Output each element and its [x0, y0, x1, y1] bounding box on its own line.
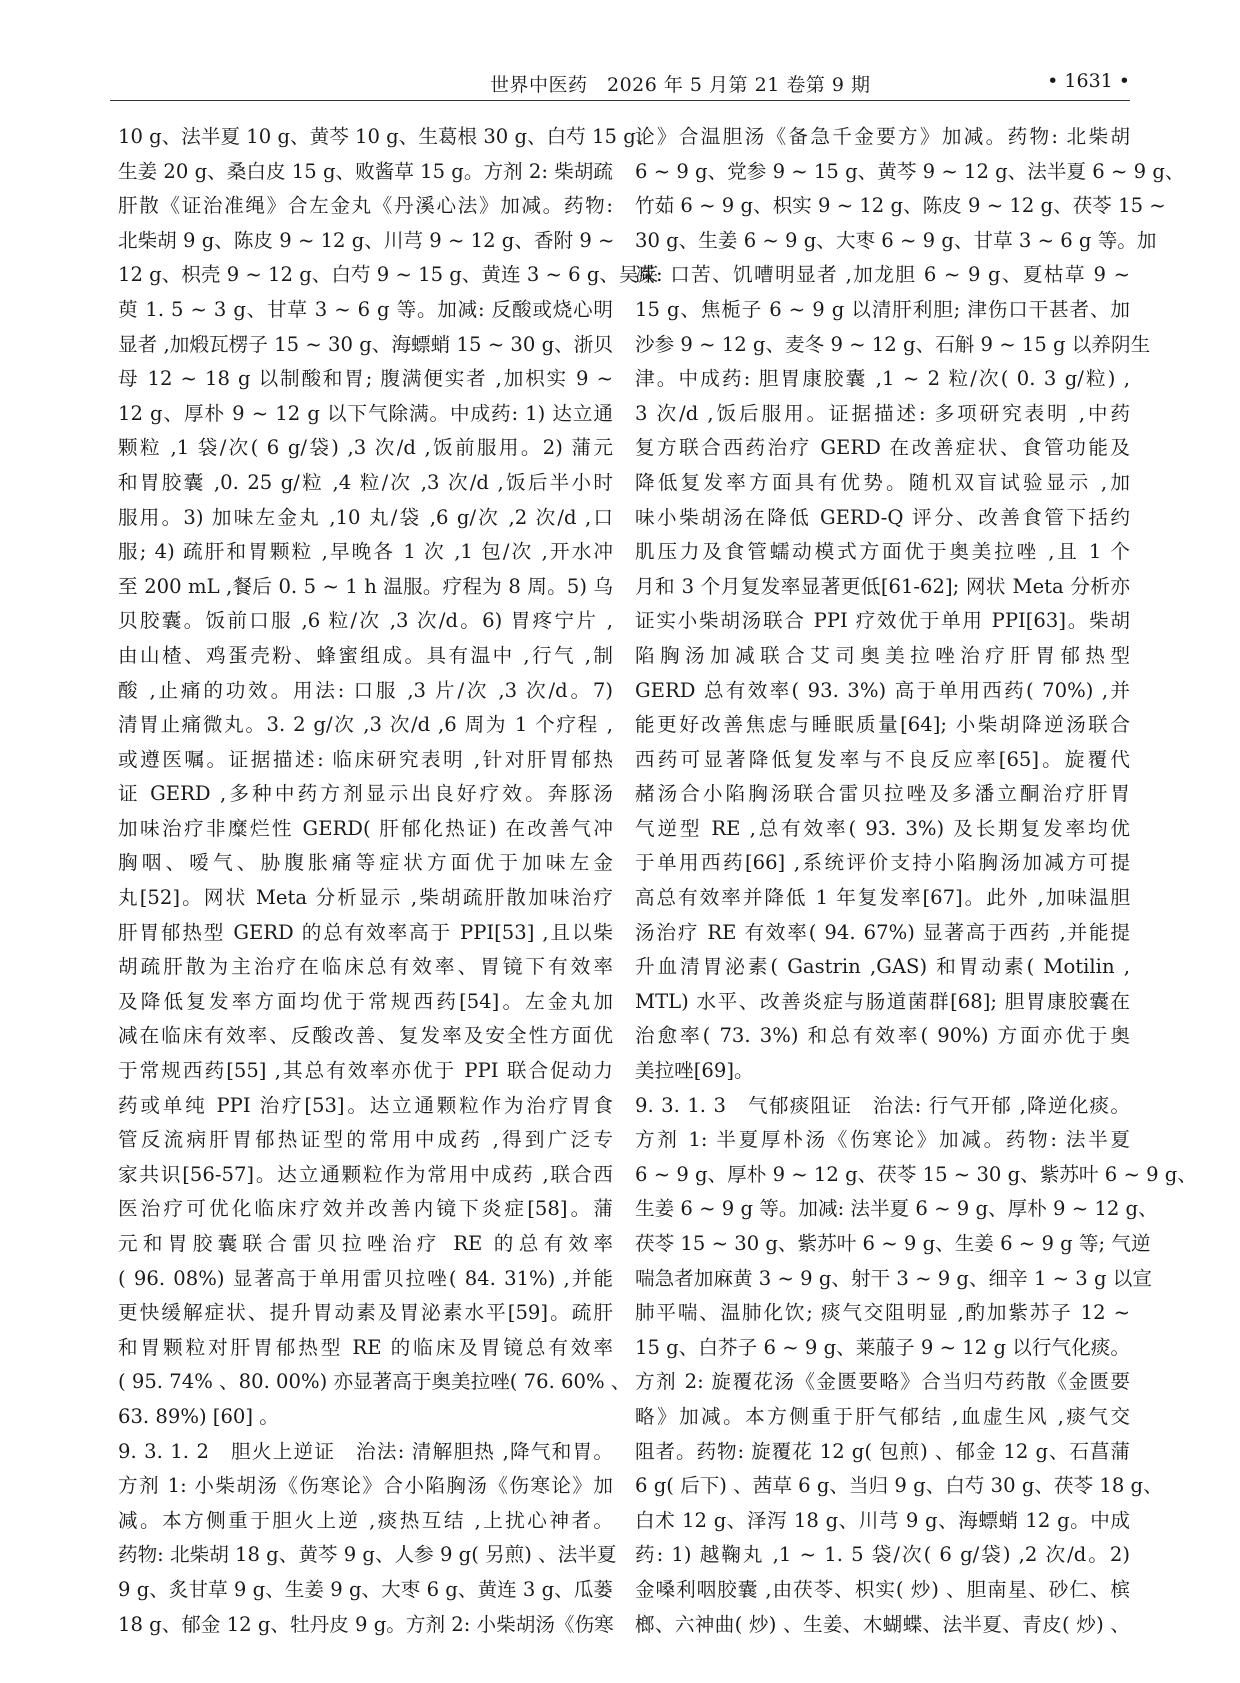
text-line: 减在临床有效率、反酸改善、复发率及安全性方面优 — [118, 1024, 613, 1048]
text-line: 肝散《证治准绳》合左金丸《丹溪心法》加减。药物: — [118, 194, 613, 218]
text-line: 方剂 1: 半夏厚朴汤《伤寒论》加减。药物: 法半夏 — [635, 1128, 1130, 1152]
text-line: 肺平喘、温肺化饮; 痰气交阻明显 ,酌加紫苏子 12 ~ — [635, 1301, 1130, 1325]
text-line: 茯苓 15 ~ 30 g、紫苏叶 6 ~ 9 g、生姜 6 ~ 9 g 等; 气逆 — [635, 1232, 1151, 1255]
text-line: 酸 ,止痛的功效。用法: 口服 ,3 片/次 ,3 次/d。7) — [118, 678, 613, 702]
text-line: ( 95. 74% 、80. 00%) 亦显著高于奥美拉唑( 76. 60% 、 — [118, 1370, 631, 1394]
journal-title: 世界中医药 2026 年 5 月第 21 卷第 9 期 — [490, 74, 871, 96]
text-line: 母 12 ~ 18 g 以制酸和胃; 腹满便实者 ,加枳实 9 ~ — [118, 367, 613, 391]
text-line: 陷胸汤加减联合艾司奥美拉唑治疗肝胃郁热型 — [635, 643, 1130, 667]
text-line: 证 GERD ,多种中药方剂显示出良好疗效。奔豚汤 — [118, 782, 613, 806]
text-line: 显者 ,加煅瓦楞子 15 ~ 30 g、海螵蛸 15 ~ 30 g、浙贝 — [118, 332, 613, 356]
text-line: 津。中成药: 胆胃康胶囊 ,1 ~ 2 粒/次( 0. 3 g/粒) , — [635, 367, 1130, 391]
text-line: 味小柴胡汤在降低 GERD-Q 评分、改善食管下括约 — [635, 505, 1130, 529]
text-line: 12 g、枳壳 9 ~ 12 g、白芍 9 ~ 15 g、黄连 3 ~ 6 g、吴茱 — [118, 263, 659, 287]
text-line: 63. 89%) [60] 。 — [118, 1404, 279, 1428]
text-line: 服; 4) 疏肝和胃颗粒 ,早晚各 1 次 ,1 包/次 ,开水冲 — [118, 540, 613, 564]
text-line: ( 96. 08%) 显著高于单用雷贝拉唑( 84. 31%) ,并能 — [118, 1266, 613, 1290]
text-line: 6 ~ 9 g、厚朴 9 ~ 12 g、茯苓 15 ~ 30 g、紫苏叶 6 ~ 9 g、 — [635, 1162, 1197, 1186]
text-line: 北柴胡 9 g、陈皮 9 ~ 12 g、川芎 9 ~ 12 g、香附 9 ~ — [118, 228, 615, 252]
text-line: 方剂 1: 小柴胡汤《伤寒论》合小陷胸汤《伤寒论》加 — [118, 1474, 613, 1498]
text-line: 白术 12 g、泽泻 18 g、川芎 9 g、海螵蛸 12 g。中成 — [635, 1508, 1130, 1532]
text-line: 至 200 mL ,餐后 0. 5 ~ 1 h 温服。疗程为 8 周。5) 乌 — [118, 574, 613, 598]
text-line: 减: 口苦、饥嘈明显者 ,加龙胆 6 ~ 9 g、夏枯草 9 ~ — [635, 263, 1130, 287]
text-line: 药: 1) 越鞠丸 ,1 ~ 1. 5 袋/次( 6 g/袋) ,2 次/d。2) — [635, 1543, 1130, 1567]
text-line: 喘急者加麻黄 3 ~ 9 g、射干 3 ~ 9 g、细辛 1 ~ 3 g 以宣 — [635, 1266, 1152, 1290]
text-line: 18 g、郁金 12 g、牡丹皮 9 g。方剂 2: 小柴胡汤《伤寒 — [118, 1612, 614, 1636]
text-line: 气逆型 RE ,总有效率( 93. 3%) 及长期复发率均优 — [635, 816, 1130, 840]
text-line: 和胃颗粒对肝胃郁热型 RE 的临床及胃镜总有效率 — [118, 1335, 613, 1359]
text-line: 医治疗可优化临床疗效并改善内镜下炎症[58]。蒲 — [118, 1197, 613, 1221]
text-line: 生姜 6 ~ 9 g 等。加减: 法半夏 6 ~ 9 g、厚朴 9 ~ 12 g、 — [635, 1197, 1158, 1221]
text-line: 降低复发率方面具有优势。随机双盲试验显示 ,加 — [635, 470, 1130, 494]
right-column — [635, 120, 1197, 1665]
text-line: 高总有效率并降低 1 年复发率[67]。此外 ,加味温胆 — [635, 886, 1130, 910]
text-line: 月和 3 个月复发率显著更低[61-62]; 网状 Meta 分析亦 — [635, 574, 1130, 598]
text-line: 美拉唑[69]。 — [635, 1059, 754, 1083]
text-line: 药或单纯 PPI 治疗[53]。达立通颗粒作为治疗胃食 — [118, 1093, 613, 1117]
text-line: 生姜 20 g、桑白皮 15 g、败酱草 15 g。方剂 2: 柴胡疏 — [118, 159, 613, 183]
text-line: 颗粒 ,1 袋/次( 6 g/袋) ,3 次/d ,饭前服用。2) 蒲元 — [118, 436, 613, 460]
text-line: 6 ~ 9 g、党参 9 ~ 15 g、黄芩 9 ~ 12 g、法半夏 6 ~ 9 g、 — [635, 159, 1185, 183]
text-line: 服用。3) 加味左金丸 ,10 丸/袋 ,6 g/次 ,2 次/d ,口 — [118, 505, 613, 529]
text-line: 赭汤合小陷胸汤联合雷贝拉唑及多潘立酮治疗肝胃 — [635, 782, 1130, 806]
text-line: 贝胶囊。饭前口服 ,6 粒/次 ,3 次/d。6) 胃疼宁片 , — [118, 609, 613, 633]
text-line: 略》加减。本方侧重于肝气郁结 ,血虚生风 ,痰气交 — [635, 1404, 1130, 1428]
text-line: 30 g、生姜 6 ~ 9 g、大枣 6 ~ 9 g、甘草 3 ~ 6 g 等。加 — [635, 228, 1157, 252]
text-line: 胸咽、嗳气、胁腹胀痛等症状方面优于加味左金 — [118, 851, 613, 875]
text-line: 竹茹 6 ~ 9 g、枳实 9 ~ 12 g、陈皮 9 ~ 12 g、茯苓 15 ~ — [635, 194, 1166, 218]
text-line: 论》合温胆汤《备急千金要方》加减。药物: 北柴胡 — [635, 125, 1130, 148]
text-line: 金嗓利咽胶囊 ,由茯苓、枳实( 炒) 、胆南星、砂仁、槟 — [635, 1577, 1130, 1601]
text-line: 药物: 北柴胡 18 g、黄芩 9 g、人参 9 g( 另煎) 、法半夏 — [118, 1543, 617, 1567]
text-line: 家共识[56-57]。达立通颗粒作为常用中成药 ,联合西 — [118, 1162, 613, 1186]
text-line: 9 g、炙甘草 9 g、生姜 9 g、大枣 6 g、黄连 3 g、瓜蒌 — [118, 1577, 613, 1601]
text-line: 升血清胃泌素( Gastrin ,GAS) 和胃动素( Motilin , — [635, 955, 1130, 979]
text-line: 3 次/d ,饭后服用。证据描述: 多项研究表明 ,中药 — [635, 401, 1130, 425]
text-line: GERD 总有效率( 93. 3%) 高于单用西药( 70%) ,并 — [635, 678, 1130, 702]
text-line: 萸 1. 5 ~ 3 g、甘草 3 ~ 6 g 等。加减: 反酸或烧心明 — [118, 297, 613, 321]
text-line: 复方联合西药治疗 GERD 在改善症状、食管功能及 — [635, 436, 1130, 460]
text-line: 阻者。药物: 旋覆花 12 g( 包煎) 、郁金 12 g、石菖蒲 — [635, 1439, 1130, 1463]
text-line: 和胃胶囊 ,0. 25 g/粒 ,4 粒/次 ,3 次/d ,饭后半小时 — [118, 470, 613, 494]
text-line: 能更好改善焦虑与睡眠质量[64]; 小柴胡降逆汤联合 — [635, 713, 1130, 737]
text-line: 15 g、白芥子 6 ~ 9 g、莱菔子 9 ~ 12 g 以行气化痰。 — [635, 1335, 1130, 1359]
text-line: 肝胃郁热型 GERD 的总有效率高于 PPI[53] ,且以柴 — [118, 920, 613, 944]
text-line: 及降低复发率方面均优于常规西药[54]。左金丸加 — [118, 989, 613, 1013]
text-line: 肌压力及食管蠕动模式方面优于奥美拉唑 ,且 1 个 — [635, 540, 1130, 564]
text-line: 9. 3. 1. 2 胆火上逆证 治法: 清解胆热 ,降气和胃。 — [118, 1439, 613, 1463]
text-line: 榔、六神曲( 炒) 、生姜、木蝴蝶、法半夏、青皮( 炒) 、 — [635, 1612, 1130, 1636]
text-line: 15 g、焦栀子 6 ~ 9 g 以清肝利胆; 津伤口干甚者、加 — [635, 297, 1130, 321]
text-line: 胡疏肝散为主治疗在临床总有效率、胃镜下有效率 — [118, 955, 613, 979]
text-line: 西药可显著降低复发率与不良反应率[65]。旋覆代 — [635, 747, 1130, 771]
text-line: 沙参 9 ~ 12 g、麦冬 9 ~ 12 g、石斛 9 ~ 15 g 以养阴生 — [635, 332, 1151, 356]
text-line: 证实小柴胡汤联合 PPI 疗效优于单用 PPI[63]。柴胡 — [635, 609, 1130, 633]
text-line: 丸[52]。网状 Meta 分析显示 ,柴胡疏肝散加味治疗 — [118, 886, 613, 910]
text-line: 治愈率( 73. 3%) 和总有效率( 90%) 方面亦优于奥 — [635, 1024, 1130, 1048]
text-line: MTL) 水平、改善炎症与肠道菌群[68]; 胆胃康胶囊在 — [635, 989, 1130, 1013]
left-column — [118, 120, 659, 1665]
text-line: 更快缓解症状、提升胃动素及胃泌素水平[59]。疏肝 — [118, 1301, 613, 1325]
text-line: 6 g( 后下) 、茜草 6 g、当归 9 g、白芍 30 g、茯苓 18 g、 — [635, 1474, 1163, 1498]
text-line: 管反流病肝胃郁热证型的常用中成药 ,得到广泛专 — [118, 1128, 613, 1152]
text-line: 元和胃胶囊联合雷贝拉唑治疗 RE 的总有效率 — [118, 1232, 613, 1255]
text-line: 清胃止痛微丸。3. 2 g/次 ,3 次/d ,6 周为 1 个疗程 , — [118, 713, 613, 737]
text-line: 12 g、厚朴 9 ~ 12 g 以下气除满。中成药: 1) 达立通 — [118, 401, 613, 425]
page-number: • 1631 • — [1047, 70, 1130, 92]
text-line: 于常规西药[55] ,其总有效率亦优于 PPI 联合促动力 — [118, 1059, 613, 1083]
text-line: 加味治疗非糜烂性 GERD( 肝郁化热证) 在改善气冲 — [118, 816, 613, 840]
text-line: 于单用西药[66] ,系统评价支持小陷胸汤加减方可提 — [635, 851, 1130, 875]
text-line: 由山楂、鸡蛋壳粉、蜂蜜组成。具有温中 ,行气 ,制 — [118, 643, 613, 667]
text-line: 9. 3. 1. 3 气郁痰阻证 治法: 行气开郁 ,降逆化痰。 — [635, 1093, 1130, 1117]
running-header — [110, 62, 1130, 96]
text-line: 方剂 2: 旋覆花汤《金匮要略》合当归芍药散《金匮要 — [635, 1370, 1130, 1394]
text-line: 或遵医嘱。证据描述: 临床研究表明 ,针对肝胃郁热 — [118, 747, 613, 771]
text-line: 汤治疗 RE 有效率( 94. 67%) 显著高于西药 ,并能提 — [635, 920, 1130, 944]
text-line: 减。本方侧重于胆火上逆 ,痰热互结 ,上扰心神者。 — [118, 1508, 613, 1532]
text-line: 10 g、法半夏 10 g、黄芩 10 g、生葛根 30 g、白芍 15 g、 — [118, 125, 656, 148]
header-rule — [110, 100, 1130, 101]
